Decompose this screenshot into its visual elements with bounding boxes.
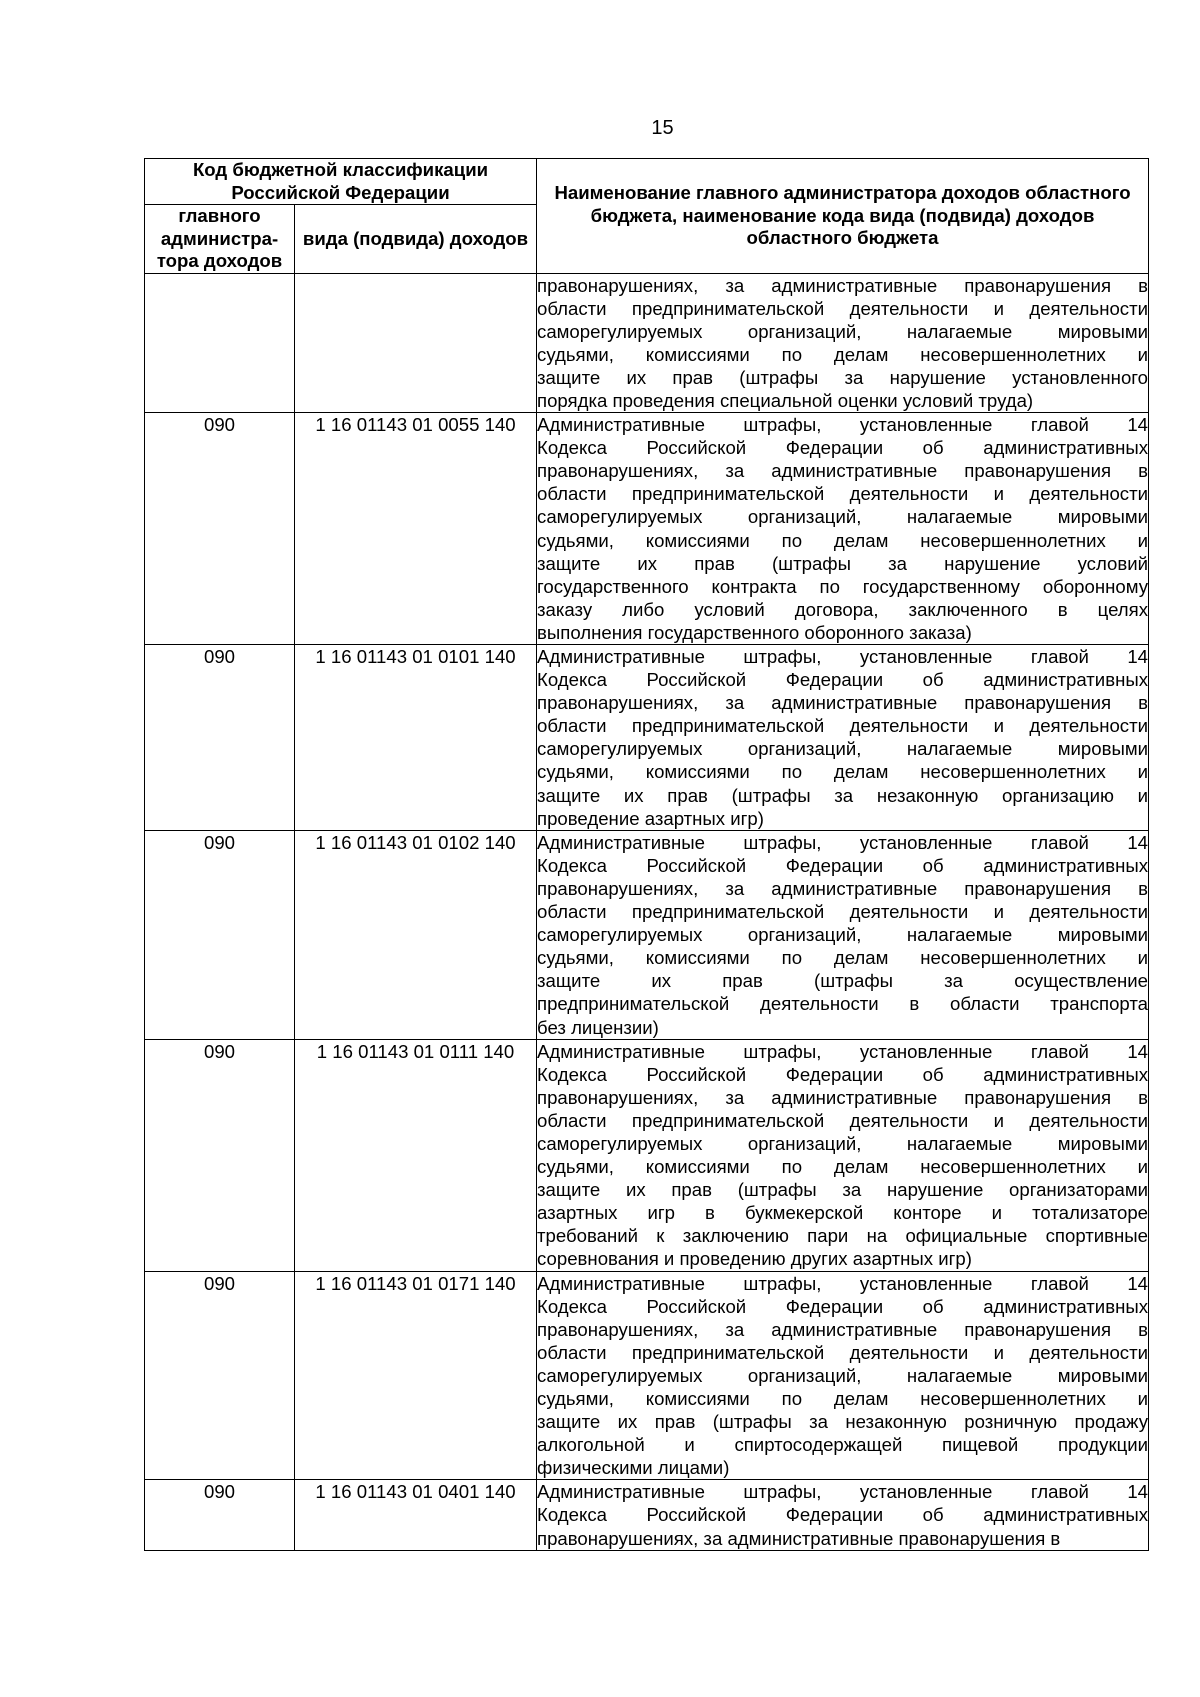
description-line: саморегулируемых организаций, налагаемые мировыми [537, 738, 1149, 760]
description-line: правонарушениях, за административные правонарушения в [537, 877, 1149, 899]
description-line: выполнения государственного оборонного заказа) [537, 621, 972, 643]
description-line: Административные штрафы, установленные главой 14 [537, 1272, 1149, 1294]
description-line: саморегулируемых организаций, налагаемые мировыми [537, 1364, 1149, 1386]
description-line: защите их прав (штрафы за нарушение установленного [537, 366, 1149, 388]
revenue-description-cell [537, 645, 1149, 831]
description-line: Кодекса Российской Федерации об административных [537, 1063, 1149, 1085]
revenue-code-cell: 1 16 01143 01 0111 140 [295, 1039, 537, 1271]
admin-code-cell: 090 [145, 645, 295, 831]
description-line: судьями, комиссиями по делам несовершеннолетних и [537, 343, 1149, 365]
description-line: правонарушениях, за административные правонарушения в [537, 692, 1149, 714]
revenue-description-cell [537, 1039, 1149, 1271]
description-line: саморегулируемых организаций, налагаемые мировыми [537, 924, 1149, 946]
description-line: Административные штрафы, установленные главой 14 [537, 646, 1149, 667]
revenue-code-cell: 1 16 01143 01 0101 140 [295, 645, 537, 831]
description-line: порядка проведения специальной оценки условий труда) [537, 389, 1034, 411]
description-line: саморегулируемых организаций, налагаемые мировыми [537, 1132, 1149, 1154]
description-line: соревнования и проведению других азартных игр) [537, 1248, 972, 1270]
revenue-description-cell [537, 413, 1149, 645]
revenue-description-cell [537, 1271, 1149, 1480]
description-line: области предпринимательской деятельности и деятельности [537, 715, 1149, 737]
admin-code-cell [145, 273, 295, 413]
budget-classification-table [144, 158, 1149, 1551]
description-line: правонарушениях, за административные правонарушения в [537, 274, 1149, 296]
revenue-code-cell [295, 273, 537, 413]
revenue-code-cell: 1 16 01143 01 0401 140 [295, 1480, 537, 1550]
description-line: защите их прав (штрафы за нарушение условий [537, 552, 1149, 574]
page-number: 15 [651, 117, 674, 139]
description-line: физическими лицами) [537, 1457, 730, 1479]
table-row [145, 1039, 1149, 1271]
description-line: защите их прав (штрафы за незаконную организацию и [537, 784, 1149, 806]
description-line: судьями, комиссиями по делам несовершеннолетних и [537, 1156, 1149, 1178]
header-main-administrator: главного администра-тора доходов [145, 205, 295, 274]
description-line: государственного контракта по государственному оборонному [537, 575, 1149, 597]
description-line: азартных игр в букмекерской конторе и тотализаторе [537, 1202, 1149, 1224]
table-row [145, 830, 1149, 1039]
description-line: саморегулируемых организаций, налагаемые мировыми [537, 320, 1149, 342]
description-line: проведение азартных игр) [537, 807, 764, 829]
revenue-description-cell [537, 830, 1149, 1039]
admin-code-cell: 090 [145, 413, 295, 645]
revenue-code-cell: 1 16 01143 01 0171 140 [295, 1271, 537, 1480]
header-revenue-type: вида (подвида) доходов [295, 205, 537, 274]
description-line: Административные штрафы, установленные главой 14 [537, 1040, 1149, 1062]
description-line: области предпринимательской деятельности и деятельности [537, 297, 1149, 319]
description-line: Административные штрафы, установленные главой 14 [537, 414, 1149, 436]
description-line: области предпринимательской деятельности и деятельности [537, 1341, 1149, 1363]
description-line: заказу либо условий договора, заключенного в целях [537, 598, 1149, 620]
description-line: области предпринимательской деятельности и деятельности [537, 483, 1149, 505]
table-row [145, 1271, 1149, 1480]
revenue-code-cell: 1 16 01143 01 0102 140 [295, 830, 537, 1039]
description-line: без лицензии) [537, 1016, 659, 1038]
description-line: правонарушениях, за административные правонарушения в [537, 1527, 1061, 1549]
revenue-description-cell [537, 273, 1149, 413]
description-line: правонарушениях, за административные правонарушения в [537, 1086, 1149, 1108]
admin-code-cell: 090 [145, 1480, 295, 1550]
description-line: Кодекса Российской Федерации об административных [537, 437, 1149, 459]
header-budget-classification-code: Код бюджетной классификации Российской Федерации [145, 159, 537, 205]
description-line: Кодекса Российской Федерации об административных [537, 854, 1149, 876]
description-line: области предпринимательской деятельности и деятельности [537, 901, 1149, 923]
admin-code-cell: 090 [145, 830, 295, 1039]
admin-code-cell: 090 [145, 1271, 295, 1480]
description-line: предпринимательской деятельности в области транспорта [537, 993, 1149, 1015]
description-line: судьями, комиссиями по делам несовершеннолетних и [537, 529, 1149, 551]
header-administrator-name: Наименование главного администратора доходов областного бюджета, наименование кода вида (подвида) доходов областного бюджета [537, 159, 1149, 274]
description-line: алкогольной и спиртосодержащей пищевой продукции [537, 1434, 1149, 1456]
description-line: судьями, комиссиями по делам несовершеннолетних и [537, 761, 1149, 783]
revenue-description-cell [537, 1480, 1149, 1550]
admin-code-cell: 090 [145, 1039, 295, 1271]
description-line: требований к заключению пари на официальные спортивные [537, 1225, 1149, 1247]
table-row [145, 1480, 1149, 1550]
description-line: Административные штрафы, установленные главой 14 [537, 831, 1149, 853]
description-line: защите их прав (штрафы за нарушение организаторами [537, 1179, 1149, 1201]
table-row [145, 413, 1149, 645]
description-line: судьями, комиссиями по делам несовершеннолетних и [537, 947, 1149, 969]
description-line: Кодекса Российской Федерации об административных [537, 1295, 1149, 1317]
description-line: области предпринимательской деятельности и деятельности [537, 1109, 1149, 1131]
table-row [145, 645, 1149, 831]
table-row [145, 273, 1149, 413]
description-line: правонарушениях, за административные правонарушения в [537, 460, 1149, 482]
description-line: Административные штрафы, установленные главой 14 [537, 1481, 1149, 1503]
table-body [145, 273, 1149, 1550]
description-line: правонарушениях, за административные правонарушения в [537, 1318, 1149, 1340]
description-line: защите их прав (штрафы за незаконную розничную продажу [537, 1411, 1149, 1433]
description-line: Кодекса Российской Федерации об административных [537, 1504, 1149, 1526]
description-line: защите их прав (штрафы за осуществление [537, 970, 1149, 992]
description-line: саморегулируемых организаций, налагаемые мировыми [537, 506, 1149, 528]
revenue-code-cell: 1 16 01143 01 0055 140 [295, 413, 537, 645]
description-line: Кодекса Российской Федерации об административных [537, 669, 1149, 691]
description-line: судьями, комиссиями по делам несовершеннолетних и [537, 1388, 1149, 1409]
table-header [145, 159, 1149, 274]
